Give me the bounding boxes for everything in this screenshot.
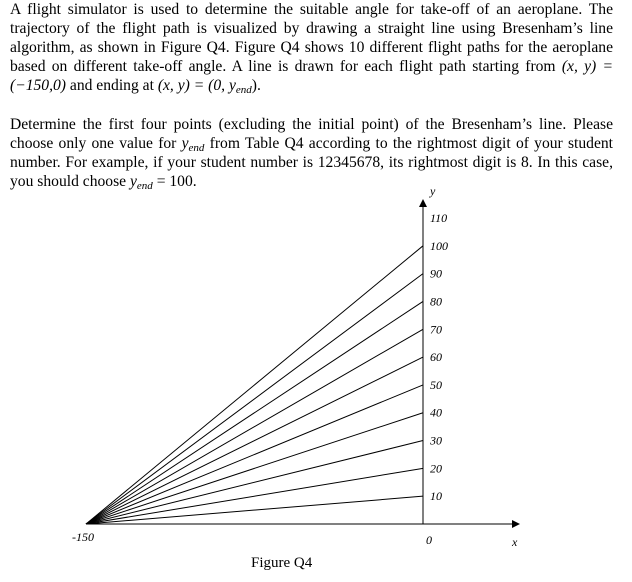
y-tick-label-100: 100: [430, 238, 448, 253]
y-tick-label-40: 40: [430, 405, 442, 420]
p2-var: y: [181, 135, 189, 152]
flight-path-line-1: [86, 496, 423, 524]
flight-path-line-5: [86, 385, 423, 524]
figure-caption: Figure Q4: [251, 555, 313, 571]
flight-path-line-6: [86, 357, 423, 524]
p2-example-var: y: [129, 173, 137, 190]
y-tick-label-70: 70: [430, 322, 442, 337]
p1-text-b: and ending at: [66, 77, 158, 94]
y-tick-label-20: 20: [430, 461, 442, 476]
p2-example-subscript: end: [136, 180, 153, 192]
p1-end-close: ).: [251, 77, 261, 94]
flight-path-line-7: [86, 329, 423, 524]
flight-path-line-2: [86, 468, 423, 524]
x-tick-label-start: -150: [72, 530, 94, 544]
p1-end-subscript: end: [235, 84, 252, 96]
p2-text-b: from Table Q4 according to the rightmost digit of your student number. For example, if your student number is 12345678, its rightmost digit is 8. In this case, you should choose: [10, 135, 614, 190]
p1-start-point: (x, y) = (−150,0): [10, 58, 613, 94]
flight-path-line-8: [86, 301, 423, 524]
y-tick-label-60: 60: [430, 350, 442, 365]
p2-example-value: = 100.: [152, 173, 197, 190]
y-tick-label-30: 30: [430, 433, 442, 448]
y-tick-label-50: 50: [430, 377, 442, 392]
flight-path-line-4: [86, 413, 423, 524]
y-tick-labels: [429, 211, 448, 503]
flight-path-lines: [86, 246, 423, 524]
y-axis-label: y: [430, 184, 436, 198]
p1-end-point: (x, y) = (0, y: [157, 77, 236, 94]
y-tick-label-110: 110: [430, 211, 448, 225]
p1-text-a: A flight simulator is used to determine the suitable angle for take-off of an aeroplane. The trajectory of the flight path is visualized by drawing a straight line using Bresenham’s line algorithm, as shown in Figure Q4. Figure Q4 shows 10 different flight paths for the aeroplane based on different take-off angle. A line is drawn for each flight path starting from: [10, 1, 613, 75]
flight-path-line-9: [86, 274, 423, 524]
x-tick-label-origin: 0: [426, 533, 432, 547]
p2-text-a: Determine the first four points (excluding the initial point) of the Bresenham’s line. Please choose only one value for: [10, 116, 613, 152]
y-tick-label-90: 90: [430, 266, 442, 281]
p2-var-subscript: end: [188, 142, 205, 154]
y-tick-label-10: 10: [430, 489, 442, 504]
x-axis-label: x: [512, 535, 518, 549]
y-tick-label-80: 80: [430, 294, 442, 309]
